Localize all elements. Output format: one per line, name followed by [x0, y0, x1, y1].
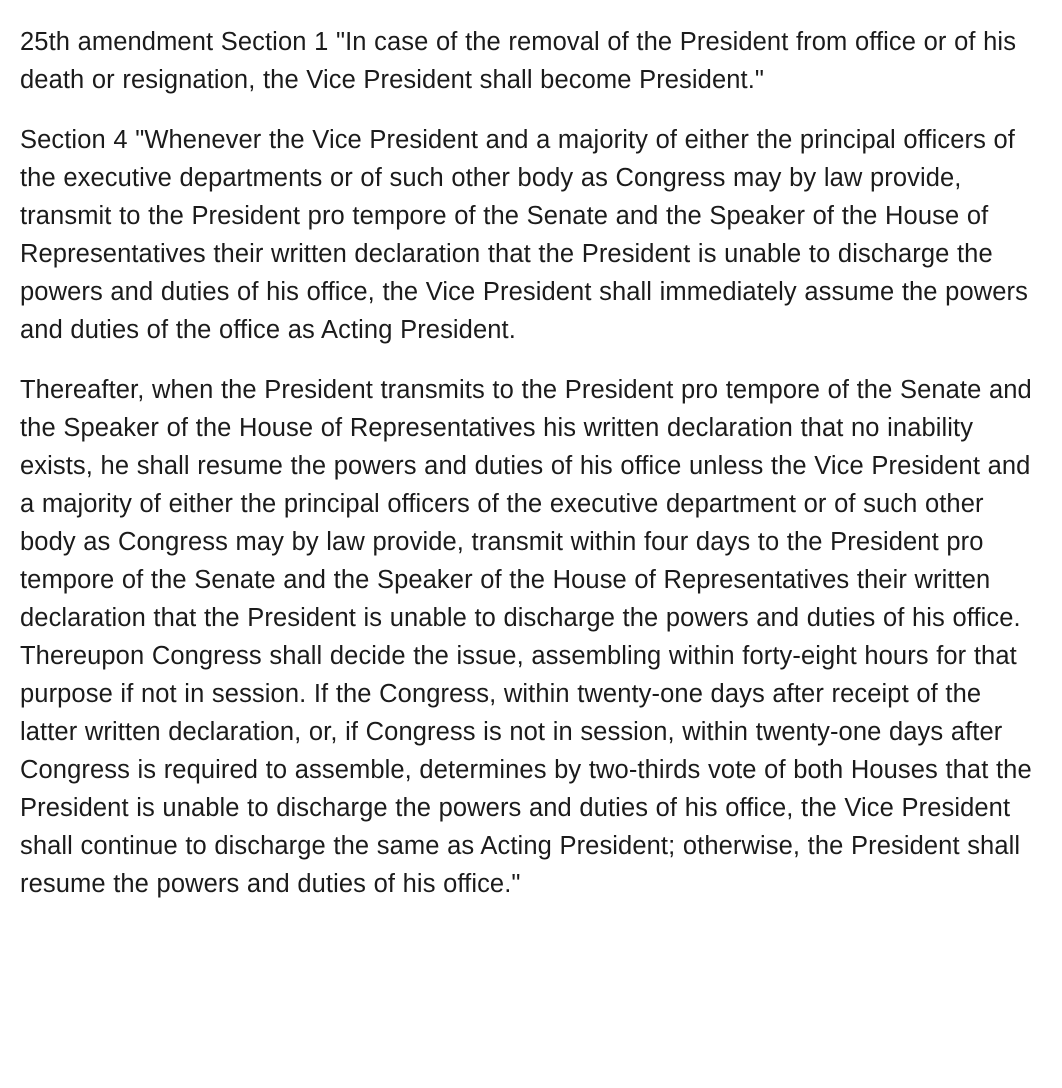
paragraph-section-4-second: Thereafter, when the President transmits to the President pro tempore of the Senate and the Speaker of the House of Representatives his written declaration that no inability exists, he shall resume the powers and duties of his office unless the Vice President and a majority of either the principal officers of the executive department or of such other body as Congress may by law provide, transmit within four days to the President pro tempore of the Senate and the Speaker of the House of Representatives their written declaration that the President is unable to discharge the powers and duties of his office. Thereupon Congress shall decide the issue, assembling within forty-eight hours for that purpose if not in session. If the Congress, within twenty-one days after receipt of the latter written declaration, or, if Congress is not in session, within twenty-one days after Congress is required to assemble, determines by two-thirds vote of both Houses that the President is unable to discharge the powers and duties of his office, the Vice President shall continue to discharge the same as Acting President; otherwise, the President shall resume the powers and duties of his office."	[20, 375, 1032, 898]
paragraph-section-1: 25th amendment Section 1 "In case of the removal of the President from office or of his death or resignation, the Vice President shall become President."	[20, 28, 1017, 94]
paragraph-section-4-first: Section 4 "Whenever the Vice President and a majority of either the principal officers of the executive departments or of such other body as Congress may by law provide, transmit to the President pro tempore of the Senate and the Speaker of the House of Representatives their written declaration that the President is unable to discharge the powers and duties of his office, the Vice President shall immediately assume the powers and duties of the office as Acting President.	[20, 125, 1028, 344]
